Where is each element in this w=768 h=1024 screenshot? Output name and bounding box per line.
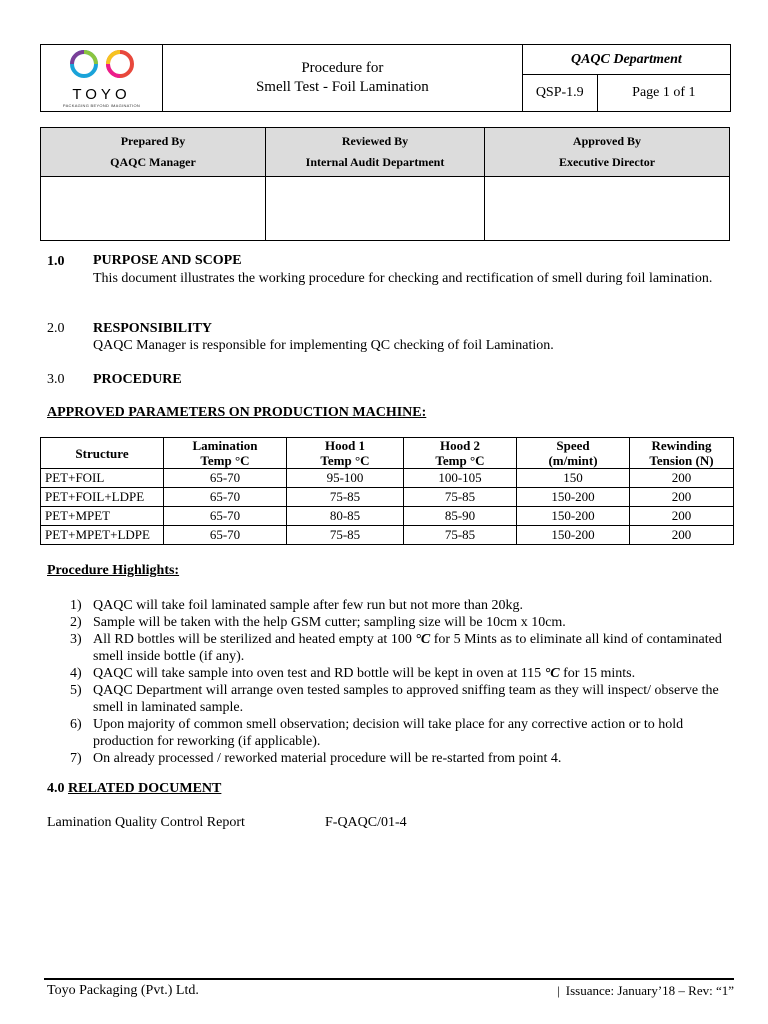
footer-divider: [44, 978, 734, 980]
table-cell: 85-90: [404, 507, 517, 526]
section-text: This document illustrates the working procedure for checking and rectification of smell during foil lamination.: [93, 271, 713, 286]
column-header: Hood 2 Temp °C: [404, 438, 517, 469]
reviewed-by-label: Reviewed By: [341, 134, 409, 148]
column-header: Hood 1 Temp °C: [287, 438, 404, 469]
list-number: 7): [70, 751, 82, 766]
department-label: QAQC Department: [522, 45, 730, 75]
toyo-logo-icon: [62, 49, 142, 79]
table-cell: 75-85: [404, 488, 517, 507]
prepared-by-name: QAQC Manager: [110, 155, 196, 169]
highlights-list: [70, 597, 730, 767]
section-number: 2.0: [47, 321, 65, 336]
approved-by-cell: [485, 128, 730, 177]
table-cell: 75-85: [287, 488, 404, 507]
table-row: [41, 526, 734, 545]
highlights-heading: Procedure Highlights:: [47, 563, 180, 578]
list-text: Upon majority of common smell observation; decision will take place for any corrective action or to hold production for reworking (if applicable).: [93, 717, 684, 749]
footer-issuance-text: Issuance: January’18 – Rev: “1”: [565, 983, 734, 998]
table-row: [41, 488, 734, 507]
related-doc-name: Lamination Quality Control Report: [47, 815, 245, 830]
list-number: 4): [70, 666, 82, 681]
footer-issuance: [557, 983, 734, 999]
table-cell: 80-85: [287, 507, 404, 526]
logo-tagline: PACKAGING BEYOND IMAGINATION: [62, 102, 141, 108]
logo-wordmark: TOYO: [72, 85, 131, 103]
list-number: 6): [70, 717, 82, 732]
list-item: [70, 716, 730, 750]
related-doc-code: F-QAQC/01-4: [325, 815, 407, 830]
list-text: QAQC will take foil laminated sample after few run but not more than 20kg.: [93, 598, 524, 613]
column-header: Structure: [41, 438, 164, 469]
list-number: 1): [70, 598, 82, 613]
section-heading: PURPOSE AND SCOPE: [93, 253, 242, 268]
footer-company: Toyo Packaging (Pvt.) Ltd.: [47, 983, 199, 998]
prepared-by-cell: [41, 128, 266, 177]
table-cell: 65-70: [164, 526, 287, 545]
document-title: [163, 45, 523, 112]
section-number: 4.0: [47, 781, 65, 796]
parameters-table: [40, 437, 734, 545]
table-cell: 75-85: [404, 526, 517, 545]
list-number: 2): [70, 615, 82, 630]
table-row: [41, 469, 734, 488]
section-number: 3.0: [47, 372, 65, 387]
list-item: [70, 750, 730, 767]
table-cell: 95-100: [287, 469, 404, 488]
signature-box: [485, 177, 730, 241]
list-text: QAQC Department will arrange oven tested samples to approved sniffing team as they will inspect/ observe the smell in laminated sample.: [93, 683, 719, 715]
page-number: Page 1 of 1: [597, 75, 730, 112]
logo-cell: [41, 45, 163, 112]
params-heading: APPROVED PARAMETERS ON PRODUCTION MACHINE:: [47, 405, 427, 420]
reviewed-by-name: Internal Audit Department: [305, 155, 445, 169]
table-cell: PET+FOIL+LDPE: [41, 488, 164, 507]
table-cell: PET+MPET: [41, 507, 164, 526]
table-cell: 200: [630, 526, 734, 545]
table-cell: PET+MPET+LDPE: [41, 526, 164, 545]
column-header: Speed (m/mint): [517, 438, 630, 469]
table-cell: 100-105: [404, 469, 517, 488]
list-item: [70, 614, 730, 631]
table-cell: 75-85: [287, 526, 404, 545]
approved-by-label: Approved By: [572, 134, 642, 148]
section-number: 1.0: [47, 254, 65, 269]
table-cell: 200: [630, 488, 734, 507]
table-cell: 150: [517, 469, 630, 488]
table-cell: 65-70: [164, 469, 287, 488]
column-header: Rewinding Tension (N): [630, 438, 734, 469]
list-number: 3): [70, 632, 82, 647]
approvals-table: [40, 127, 730, 241]
list-text: QAQC will take sample into oven test and RD bottle will be kept in oven at 115 °C for 15 mints.: [93, 666, 636, 681]
section-text: QAQC Manager is responsible for implementing QC checking of foil Lamination.: [93, 338, 554, 353]
table-row: [41, 507, 734, 526]
title-line-1: Procedure for: [301, 60, 384, 76]
reviewed-by-cell: [266, 128, 485, 177]
section-title: RELATED DOCUMENT: [68, 781, 222, 796]
list-number: 5): [70, 683, 82, 698]
document-header: [40, 44, 731, 112]
list-item: [70, 665, 730, 682]
title-line-2: Smell Test - Foil Lamination: [255, 79, 429, 95]
prepared-by-label: Prepared By: [120, 134, 186, 148]
list-text: Sample will be taken with the help GSM cutter; sampling size will be 10cm x 10cm.: [93, 615, 566, 630]
footer-separator: |: [557, 983, 560, 998]
table-cell: 150-200: [517, 507, 630, 526]
column-header: Lamination Temp °C: [164, 438, 287, 469]
table-cell: 65-70: [164, 488, 287, 507]
table-cell: 200: [630, 507, 734, 526]
table-cell: 150-200: [517, 488, 630, 507]
table-cell: 150-200: [517, 526, 630, 545]
list-text: All RD bottles will be sterilized and heated empty at 100 °C for 5 Mints as to eliminate all kind of contaminated smell inside bottle (if any).: [93, 632, 722, 664]
list-item: [70, 597, 730, 614]
approved-by-name: Executive Director: [558, 155, 656, 169]
list-item: [70, 682, 730, 716]
section-heading: RESPONSIBILITY: [93, 321, 213, 336]
signature-box: [266, 177, 485, 241]
document-code: QSP-1.9: [522, 75, 597, 112]
list-text: On already processed / reworked material procedure will be re-started from point 4.: [93, 751, 562, 766]
table-cell: PET+FOIL: [41, 469, 164, 488]
table-cell: 65-70: [164, 507, 287, 526]
signature-box: [41, 177, 266, 241]
section-heading: PROCEDURE: [93, 372, 182, 387]
section-heading: [47, 781, 221, 797]
list-item: [70, 631, 730, 665]
table-cell: 200: [630, 469, 734, 488]
